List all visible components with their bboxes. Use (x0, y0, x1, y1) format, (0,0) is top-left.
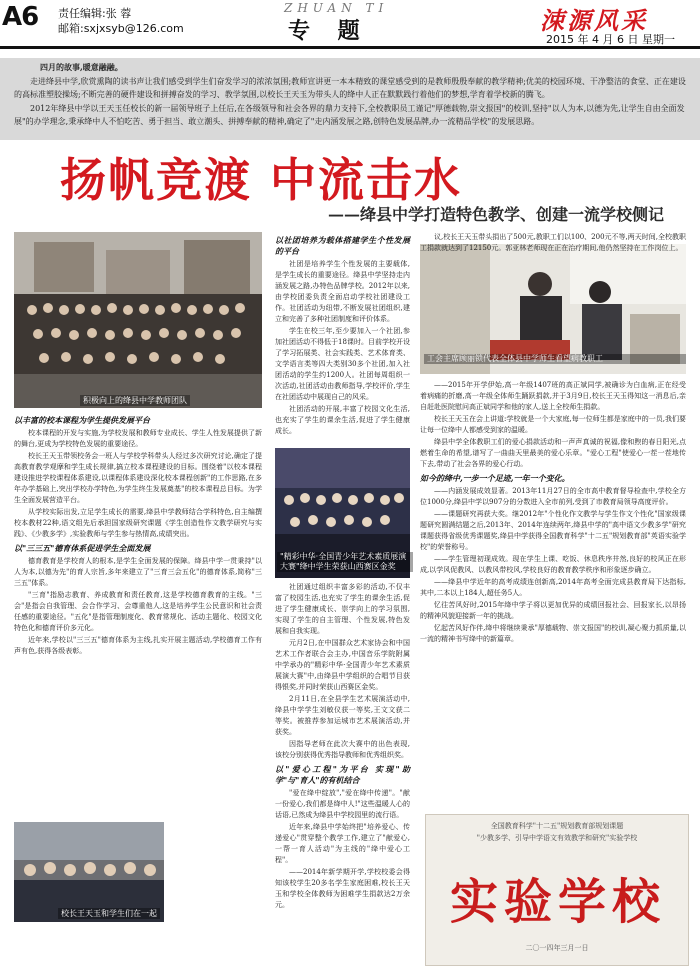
article-paragraph: 校本课程的开发与实施,为学校发展和教师专业成长、学生人性发展提供了新的舞台,更成为学校特色发展的重要途径。 (14, 429, 262, 448)
article-paragraph: 2月11日,在全县学生艺术展演活动中,绛县中学学生刘敏仪获一等奖,王文文获二等奖。被推荐参加运城市艺术展演活动,并获奖。 (275, 695, 410, 736)
intro-paragraph-1: 走进绛县中学,欣赏熏陶的读书声让我们感受到学生们奋发学习的浓浓氛围;教师宣讲更一本本精致的课堂感受到的是教师殷殷奉献的教学精神;优美的校园环境、干净整洁的食堂、正在建设的高标准塑胶操场;不断完善的硬件建设和拼搏奋发的学习、教学氛围,以校长王天玉为带头人的绛中人正在默默践行着他们的梦想,学育着学校新的腾飞。 (14, 77, 686, 99)
section-title: 专 题 (288, 18, 370, 44)
article-column-3b (420, 380, 686, 808)
article-paragraph: 社团通过组织丰富多彩的活动,不仅丰富了校园生活,也充实了学生的课余生活,促进了学生健康成长、崇学向上的学习氛围,实现了学生的自主管理、个性发展,特色发展和自我实现。 (275, 583, 410, 635)
article-paragraph: ——学生管理初现成效。现在学生上课、吃饭、休息秩序井然,良好的校风正在形成,以学风促教风、以教风带校风,学校良好的教育教学秩序和形象逐步确立。 (420, 555, 686, 574)
article-paragraph: 校长王天玉在会上讲道:学校就是一个大家庭,每一位师生都是家庭中的一员,我们要让每一位绛中人都感受到家的温暖。 (420, 415, 686, 434)
intro-box (0, 58, 700, 140)
section-heading: 以"爱心工程"为平台 实现"助学"与"育人"的有机结合 (275, 764, 410, 785)
intro-paragraph-2: 2012年绛县中学以王天玉任校长的新一届领导班子上任后,在各级领导和社会各界的鼎力支持下,全校教职员工谨记"厚德载物,崇文报国"的校训,坚持"以人为本,以德为先,让学生自由全面发展"的办学理念,秉承绛中人不怕吃苦、勇于担当、敢立潮头、拼搏奉献的精神,确定了"走内涵发展之路,创特色发展品牌,办一流精品学校"的发展思路。 (14, 104, 685, 126)
article-column-2b (275, 582, 410, 962)
header-rule (0, 46, 700, 49)
choir-photo (275, 448, 410, 578)
section-pinyin: ZHUAN TI (284, 1, 389, 15)
article-paragraph: 近年来,学校以"三三五"德育体系为主线,扎实开展主题活动,学校德育工作有声有色,获得各级表彰。 (14, 636, 262, 655)
editor-info (58, 6, 184, 36)
headline: 扬帆竞渡 中流击水 (60, 153, 463, 207)
issue-date: 2015 年 4 月 6 日 星期一 (546, 33, 675, 46)
article-paragraph: 忆起苦风好作伴,绛中将继续秉承"厚德载物、崇文报国"的校训,凝心聚力抓质量,以一流的精神书写绛中的新篇章。 (420, 624, 686, 643)
team-photo-image (14, 232, 262, 408)
choir-photo-caption: "精彩中华·全国青少年艺术素质展演大赛"绛中学生荣获山西赛区金奖 (277, 552, 413, 572)
article-paragraph: 绛县中学全体教职工们的爱心捐款活动和一声声真诚的祝福,像和煦的春日阳光,点燃着生命的希望,谱写了一曲曲天里最美的爱心乐章。"爱心工程"使爱心一茬一茬地传下去,带动了社会各界的爱心行动。 (420, 438, 686, 468)
article-paragraph: 因指导老师在此次大赛中的出色表现,该校分别获得优秀指导教师和优秀组织奖。 (275, 740, 410, 759)
article-paragraph: 学生在校三年,至少要加入一个社团,参加社团活动不得低于18课时。目前学校开设了学习拓展类、社会实践类、艺术体育类、文学语言类等四大类别30多个社团,加入社团活动的学生约1200人。社团每周组织一次活动,社团活动由教师指导,学校评价,学生在社团活动中展现自己的风采。 (275, 327, 410, 401)
article-paragraph: 元月2日,在中国群众艺术家协会和中国艺术工作者联合会主办,中国音乐学院附属中学承办的"精彩中华·全国青少年艺术素质展演大赛"中,由绛县中学组织的合唱节目获得银奖,并同时荣获山西赛区金奖。 (275, 639, 410, 691)
article-paragraph: ——2014年新学期开学,学校校委会得知该校学生20多名学生家庭困难,校长王天玉和学校全体教师为困难学生捐款达2万余元。 (275, 868, 410, 909)
plaque-line-2: "少教多学、引导中学语文有效教学和研究"实验学校 (476, 834, 638, 842)
article-paragraph: ——2015年开学伊始,高一年级1407班的高正斌同学,被确诊为白血病,正在经受着病痛的折磨,高一年级全体师生踊跃捐款,并于3月9日,校长王天玉得知这一消息后,亲自赶赴医院慰问高正斌同学和他的家人,送上全校师生捐款。 (420, 381, 686, 411)
article-column-2 (275, 232, 410, 442)
article-paragraph: ——课题研究再获大奖。继2012年"个性化作文教学与学生作文个性化"国家级课题研究圆满结题之后,2013年、2014年连续两年,绛县中学的"高中语文少教多学"研究课题获得省级优秀课题奖,绛县中学获得全国教育科学"十二五"规划教育部"英语实验学校"的荣誉称号。 (420, 510, 686, 551)
email-line: 邮箱:sxjxsyb@126.com (58, 22, 184, 35)
article-paragraph: 校长王天玉带领校务会一班人与学校学科带头人经过多次研究讨论,确定了提高教育教学观摩和学生成长规律,搞立校本课程建设的目标。围绕着"以校本课程建设推进学校课程体系建设,以课程体系建设深化校本课程创新"的工作思路,在多年办学基础上,突出学校办学特色,为学生终生发展奠基"的校本课程总目标。为学生全面发展营造平台。 (14, 452, 262, 504)
page-number: A6 (2, 2, 39, 32)
article-column-1 (14, 412, 262, 820)
article-column-3a (420, 232, 686, 252)
article-paragraph: 德育教育是学校育人的根本,是学生全面发展的保障。绛县中学一贯秉持"以人为本,以德为先"的育人宗旨,多年来建立了"三育三会五化"的德育体系,简称"三三五"体系。 (14, 557, 262, 587)
students-photo (14, 822, 164, 922)
article-paragraph: ——绛县中学近年的高考成绩连创新高,2014年高考全面完成县教育局下达指标,其中,二本以上184人,超任务5人。 (420, 578, 686, 597)
article-paragraph: 社团是培养学生个性发展的主要载体,是学生成长的重要途径。绛县中学坚持走内涵发展之路,办特色品牌学校。2012年以来,由学校团委负责全面启动学校社团建设工作。社团活动为纽带,不断发展社团组织,建立和完善了多种社团制度和评价体系。 (275, 260, 410, 323)
students-photo-image (14, 822, 164, 922)
plaque-line-1: 全国教育科学"十二五"规划教育部规划课题 (490, 822, 624, 830)
article-paragraph: ——内涵发展成效显著。2013年11月27日的全市高中教育督导检查中,学校全方位1000分,绛县中学以907分的分数进入全市前列,受到了市教育局领导高度评价。 (420, 487, 686, 506)
students-photo-caption: 校长王天玉和学生们在一起 (58, 908, 160, 919)
experiment-school-plaque (425, 814, 689, 966)
article-paragraph: 忆往苦风好时,2015年绛中学子将以更加优异的成绩回报社会、回报家长,以昂扬的精神风貌迎接新一年的挑战。 (420, 601, 686, 620)
article-paragraph: 近年来,绛县中学始终把"培养爱心、传递爱心"贯穿整个教学工作,建立了"献爱心,一帮一育人活动"为主线的"绛中爱心工程"。 (275, 823, 410, 864)
article-paragraph: 议,校长王天玉带头捐出了500元,教职工们以100、200元不等,两天时间,全校教职工捐款就达到了12150元。郭亚林老师现在正在治疗期间,他仍然坚持在工作岗位上。 (420, 233, 686, 252)
article-paragraph: 社团活动的开展,丰富了校园文化生活,也充实了学生的课余生活,促进了学生健康成长。 (275, 405, 410, 435)
visit-photo (420, 244, 686, 374)
section-heading: 以丰富的校本课程为学生提供发展平台 (14, 415, 150, 425)
section-heading: 以社团培养为载体搭建学生个性发展的平台 (275, 235, 410, 256)
intro-lead: 四月的故事,暖意融融。 (40, 62, 123, 72)
team-photo (14, 232, 262, 408)
editor-line: 责任编辑:张 蓉 (58, 7, 132, 20)
brand-logo: 涑源风采 (540, 6, 648, 35)
article-paragraph: "三育"指励志教育、养成教育和责任教育,这是学校德育教育的主线。"三会"是指会自我管理、会合作学习、会尊重他人,这是培养学生公民意识和社会责任感的重要途径。"五化"是指管理制度化、教育常规化、活动主题化、校园文化特色化和德育评价多元化。 (14, 591, 262, 632)
article-paragraph: 从学校实际出发,立足学生成长的需要,绛县中学教师结合学科特色,自主编撰校本教材22种,语文组先后承担国家级研究课题《学生创造性作文教学研究与实践》、《少教多学》,实验教师与学生参与热情高,成绩突出。 (14, 508, 262, 538)
section-heading: 以"三三五"德育体系促进学生全面发展 (14, 543, 151, 553)
section-heading: 如今的绛中,一步一个足迹,一年一个变化。 (420, 473, 570, 483)
article-paragraph: "爱在绛中绽放","爱在绛中传递"。"献一份爱心,我们都是绛中人!"这些温暖人心的话语,已然成为绛县中学校园里的流行语。 (275, 789, 410, 819)
visit-photo-caption: 工会主席顾丽锁代表全体县中学师生看望病教职工 (424, 354, 686, 364)
team-photo-caption: 积极向上的绛县中学教师团队 (80, 395, 190, 406)
subheadline: ——绛县中学打造特色教学、创建一流学校侧记 (328, 205, 665, 224)
plaque-title: 实验学校 (450, 874, 667, 930)
plaque-footer: 二〇一四年三月一日 (525, 944, 589, 952)
